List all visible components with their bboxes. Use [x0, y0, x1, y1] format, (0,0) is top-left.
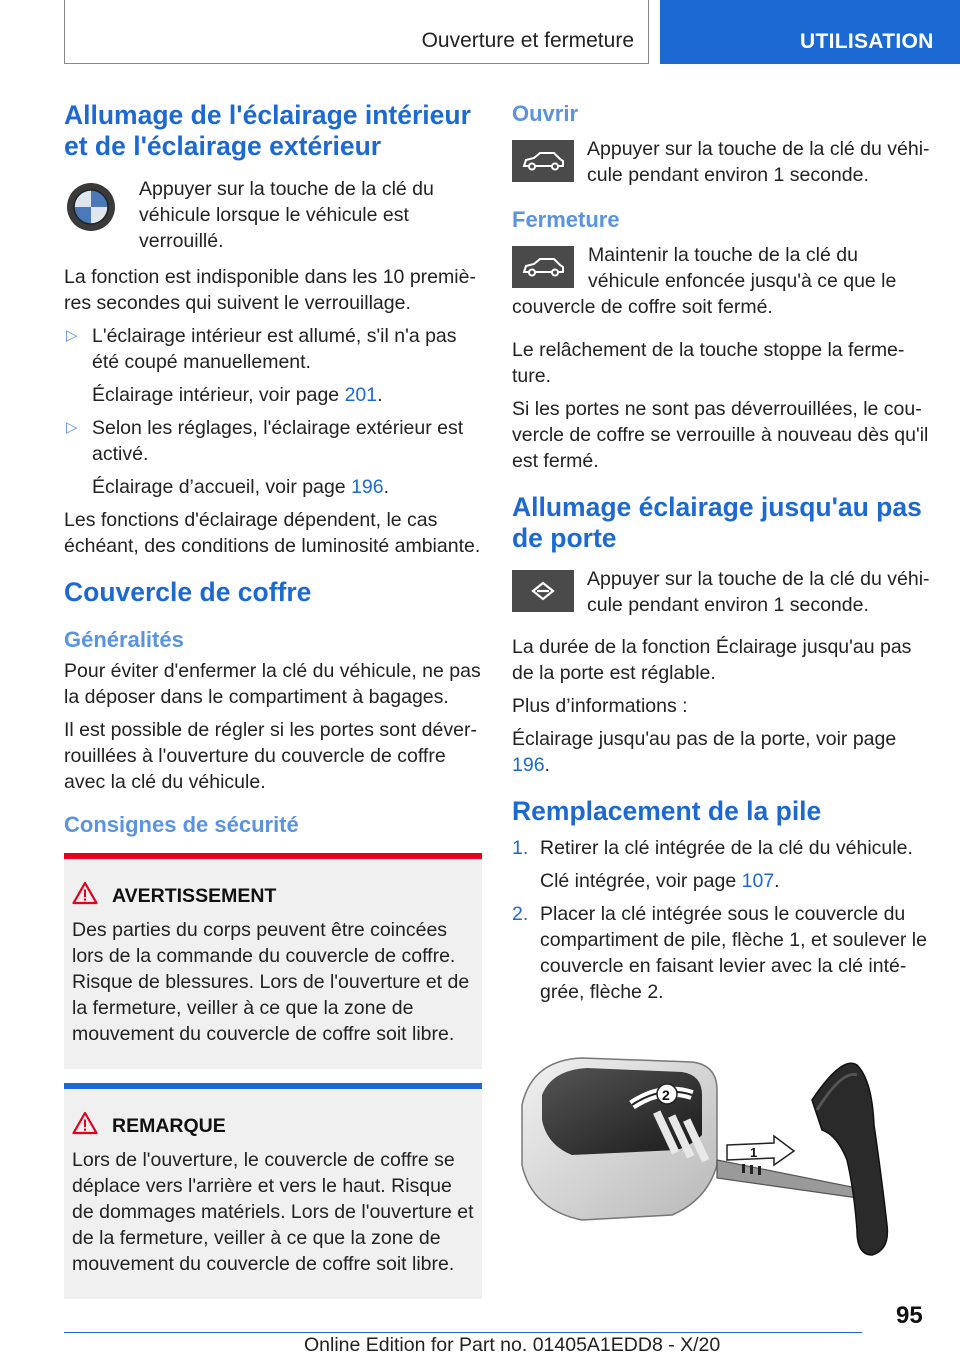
heading-lighting: Allumage de l'éclairage intérieur et de l'éclairage extérieur [64, 100, 471, 161]
page-link-196[interactable]: 196 [351, 476, 384, 498]
arrow-2-label: 2 [662, 1087, 670, 1103]
trunk-key-icon [512, 140, 574, 182]
heading-safety: Consignes de sécurité [64, 812, 299, 837]
step-2: 2. Placer la clé intégrée sous le couvercle du compartiment de pile, flèche 1, et soulever le couvercle en faisant levier avec la clé intégrée, flèche 2. [512, 903, 927, 1003]
paragraph-general1: Pour éviter d'enfermer la clé du véhicule, ne pas la déposer dans le compartiment à bagages. [64, 660, 481, 708]
ref-interior-lighting: Éclairage intérieur, voir page 201. [92, 384, 383, 406]
page-number: 95 [896, 1302, 923, 1329]
paragraph-unlock: Si les portes ne sont pas déverrouillées, le couvercle de coffre se verrouille à nouveau dès qu'il est fermé. [512, 398, 929, 472]
triangle-bullet-icon: ▷ [66, 327, 78, 344]
step-number: 2. [512, 903, 529, 925]
header-chapter-tab [660, 0, 960, 64]
step-number: 1. [512, 837, 529, 859]
warning-header [72, 881, 474, 911]
bullet-exterior-lighting: ▷ Selon les réglages, l'éclairage extérieur est activé. [66, 417, 464, 465]
heading-doorstep: Allumage éclairage jusqu'au pas de porte [512, 492, 922, 553]
right-column [512, 100, 930, 1012]
paragraph-duration: La durée de la fonction Éclairage jusqu'au pas de la porte est réglable. [512, 636, 912, 684]
paragraph-release: Le relâchement de la touche stoppe la fermeture. [512, 339, 905, 387]
ref-welcome-lighting: Éclairage d’accueil, voir page 196. [92, 476, 390, 498]
notice-title: REMARQUE [112, 1114, 226, 1137]
doorstep-light-key-icon [512, 570, 574, 612]
key-battery-illustration [512, 1050, 902, 1265]
heading-battery: Remplacement de la pile [512, 796, 822, 826]
header-section-box [64, 0, 649, 64]
paragraph-more: Plus d’informations : [512, 695, 688, 717]
bmw-logo-icon [64, 180, 118, 239]
doorstep-instruction [512, 566, 930, 620]
lighting-key-instruction [64, 176, 482, 254]
warning-text: Des parties du corps peuvent être coincées lors de la commande du couvercle de coffre. Risque de blessures. Lors de l'ouverture et de la fermeture, veiller à ce que la zone de mouvement du couvercle de coffre soit libre. [72, 919, 470, 1045]
bullet-interior-lighting: ▷ L'éclairage intérieur est allumé, s'il n'a pas été coupé manuellement. [66, 325, 457, 373]
warning-title: AVERTISSEMENT [112, 884, 277, 907]
page-link-107[interactable]: 107 [741, 870, 775, 892]
close-instruction [512, 242, 930, 327]
step-1: 1. Retirer la clé intégrée de la clé du véhicule. [512, 837, 913, 859]
footer-edition: Online Edition for Part no. 01405A1EDD8 - X/20 [304, 1334, 721, 1356]
page-link-196[interactable]: 196 [512, 754, 545, 776]
left-column [64, 100, 482, 1309]
open-instruction [512, 136, 930, 190]
paragraph-doorstep-ref: Éclairage jusqu'au pas de la porte, voir page 196. [512, 728, 897, 776]
ref-integrated-key: Clé intégrée, voir page 107. [540, 870, 780, 892]
notice-triangle-icon [72, 1111, 98, 1141]
header-chapter-title: UTILISATION [800, 30, 934, 53]
paragraph-depend: Les fonctions d'éclairage dépendent, le cas échéant, des conditions de luminosité ambiante. [64, 509, 481, 557]
heading-trunk: Couvercle de coffre [64, 577, 312, 607]
heading-open: Ouvrir [512, 101, 579, 126]
footer-divider [64, 1332, 862, 1333]
trunk-key-icon [512, 246, 574, 288]
paragraph-general2: Il est possible de régler si les portes sont déverrouillées à l'ouverture du couvercle de coffre avec la clé du véhicule. [64, 719, 477, 793]
triangle-bullet-icon: ▷ [66, 419, 78, 436]
paragraph-unavailable: La fonction est indisponible dans les 10 premières secondes qui suivent le verrouillage. [64, 266, 476, 314]
heading-close: Fermeture [512, 207, 620, 232]
heading-general: Généralités [64, 627, 184, 652]
header-section-title: Ouverture et fermeture [421, 29, 634, 52]
page-link-201[interactable]: 201 [344, 384, 378, 406]
doorstep-text: Appuyer sur la touche de la clé du véhicule pendant environ 1 seconde. [587, 568, 930, 616]
arrow-1-label: 1 [750, 1145, 758, 1160]
notice-box [64, 1083, 482, 1299]
warning-triangle-icon [72, 881, 98, 911]
notice-text: Lors de l'ouverture, le couvercle de coffre se déplace vers l'arrière et vers le haut. Risque de dommages matériels. Lors de l'ouverture et de la fermeture, veiller à ce que la zone de mouvement du couvercle de coffre soit libre. [72, 1149, 474, 1275]
lighting-key-text: Appuyer sur la touche de la clé du véhicule lorsque le véhicule est verrouillé. [139, 178, 434, 252]
warning-box [64, 853, 482, 1069]
open-text: Appuyer sur la touche de la clé du véhicule pendant environ 1 seconde. [587, 138, 930, 186]
notice-header [72, 1111, 474, 1141]
close-text: Maintenir la touche de la clé du véhicule enfoncée jusqu'à ce que le couvercle de coffre soit fermé. [512, 244, 897, 318]
